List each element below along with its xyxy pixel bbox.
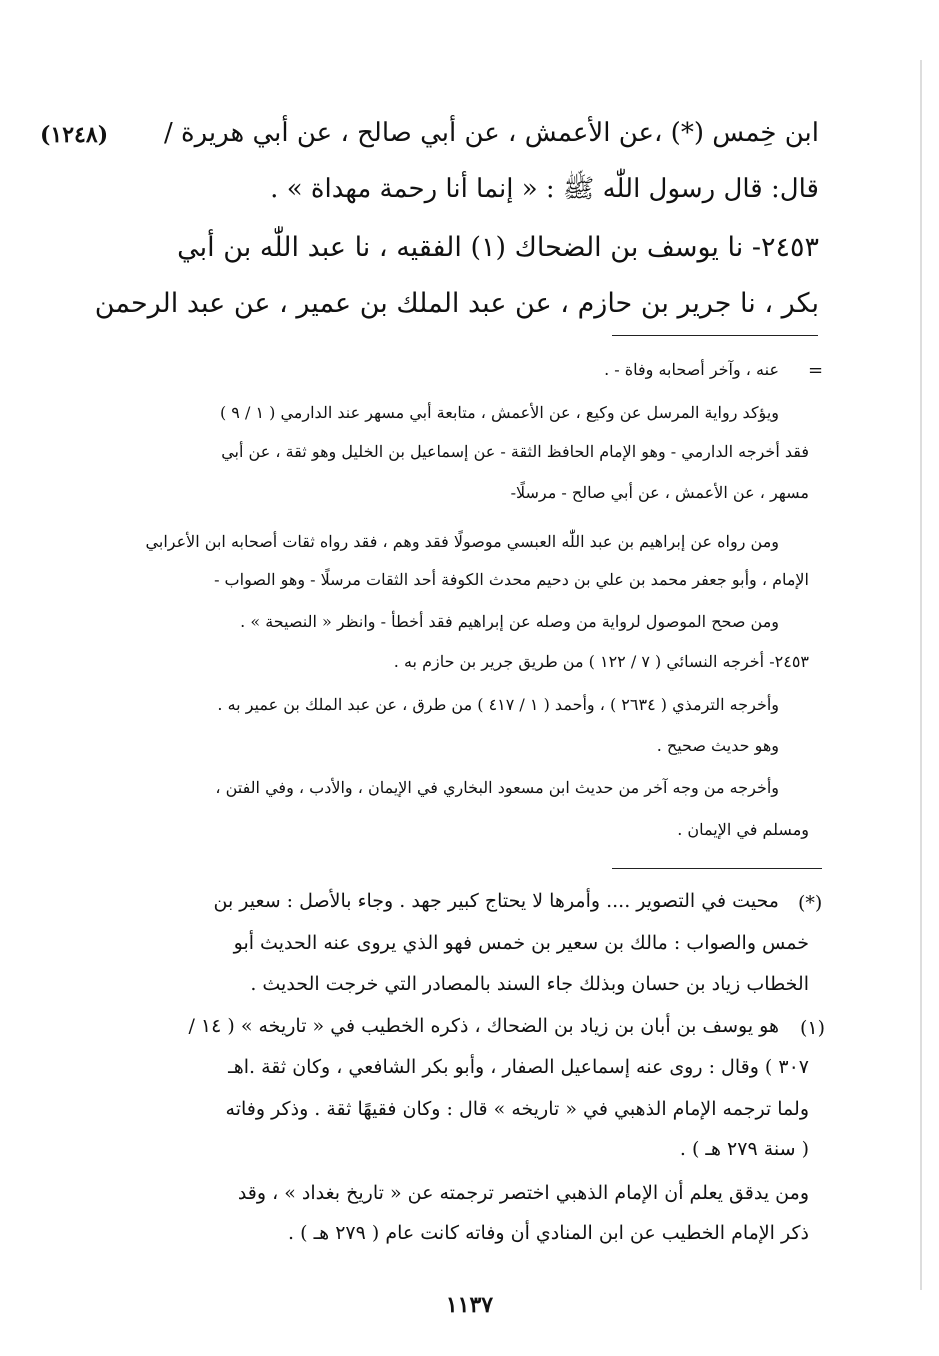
footnote-divider	[612, 335, 818, 336]
editor-note-line: ولما ترجمه الإمام الذهبي في « تاريخه » قال : وكان فقيهًا ثقة . وذكر وفاته	[225, 1098, 809, 1120]
footnote-line: وأخرجه الترمذي ( ٢٦٣٤ ) ، وأحمد ( ١ / ٤١٧ ) من طرق ، عن عبد الملك بن عمير به .	[217, 695, 779, 714]
footnote-line: وأخرجه من وجه آخر من حديث ابن مسعود البخاري في الإيمان ، والأدب ، وفي الفتن ،	[215, 778, 779, 797]
footnote-line: وهو حديث صحيح .	[656, 736, 779, 755]
editor-note-line: ( سنة ٢٧٩ هـ ) .	[679, 1138, 809, 1160]
footnote-line: ٢٤٥٣- أخرجه النسائي ( ٧ / ١٢٢ ) من طريق جرير بن حازم به .	[393, 652, 809, 671]
star-note-marker: (*)	[798, 892, 823, 914]
page-number: ١١٣٧	[445, 1292, 494, 1318]
editor-note-line: الخطاب زياد بن حسان وبذلك جاء السند بالمصادر التي خرجت الحديث .	[250, 973, 809, 995]
scan-edge	[920, 60, 922, 1290]
footnote-line: فقد أخرجه الدارمي - وهو الإمام الحافظ الثقة - عن إسماعيل بن الخليل وهو ثقة ، عن أبي	[221, 442, 809, 461]
editor-note-line: محيت في التصوير .... وأمرها لا يحتاج كبير جهد . وجاء بالأصل : سعير بن	[213, 890, 779, 912]
main-text-line: قال: قال رسول اللّٰه ﷺ : « إنما أنا رحمة مهداة » .	[270, 174, 819, 204]
editor-note-line: ومن يدقق يعلم أن الإمام الذهبي اختصر ترجمته عن « تاريخ بغداد » ، وقد	[237, 1182, 809, 1204]
editor-note-line: ٣٠٧ ) وقال : روى عنه إسماعيل الصفار ، وأبو بكر الشافعي ، وكان ثقة .اهـ	[228, 1056, 809, 1078]
note-one-marker: (١)	[800, 1017, 826, 1039]
main-text-line: ٢٤٥٣- نا يوسف بن الضحاك (١) الفقيه ، نا عبد اللّٰه بن أبي	[177, 232, 819, 263]
footnote-line: ومسلم في الإيمان .	[677, 820, 809, 839]
editor-note-line: ذكر الإمام الخطيب عن ابن المنادي أن وفاته كانت عام ( ٢٧٩ هـ ) .	[288, 1222, 809, 1244]
main-text-line: بكر ، نا جرير بن حازم ، عن عبد الملك بن عمير ، عن عبد الرحمن	[94, 288, 819, 319]
footnote-line: الإمام ، وأبو جعفر محمد بن علي بن دحيم محدث الكوفة أحد الثقات مرسلًا - وهو الصواب -	[214, 570, 809, 589]
footnote-line: ومن صحح الموصول لرواية من وصله عن إبراهيم فقد أخطأ - وانظر « النصيحة » .	[240, 612, 779, 631]
margin-reference: (١٢٤٨)	[40, 122, 109, 148]
main-text-line: ابن خِمس (*) ،عن الأعمش ، عن أبي صالح ، عن أبي هريرة /	[163, 118, 819, 148]
footnote-line: ويؤكد رواية المرسل عن وكيع ، عن الأعمش ، متابعة أبي مسهر عند الدارمي ( ١ / ٩ )	[219, 403, 779, 422]
editor-note-line: خمس والصواب : مالك بن سعير بن خمس فهو الذي يروى عنه الحديث أبو	[233, 932, 809, 954]
footnote-line: مسهر ، عن الأعمش ، عن أبي صالح - مرسلًا-	[510, 483, 809, 502]
continuation-marker: =	[808, 360, 824, 381]
footnote-line: عنه ، وآخر أصحابه وفاة - .	[604, 360, 779, 379]
footnote-line: ومن رواه عن إبراهيم بن عبد اللّٰه العبسي موصولًا فقد وهم ، فقد رواه ثقات أصحابه ابن الأعرابي	[145, 532, 779, 551]
notes-divider	[612, 868, 822, 869]
editor-note-line: هو يوسف بن أبان بن زياد بن الضحاك ، ذكره الخطيب في « تاريخه » ( ١٤ /	[188, 1015, 779, 1037]
